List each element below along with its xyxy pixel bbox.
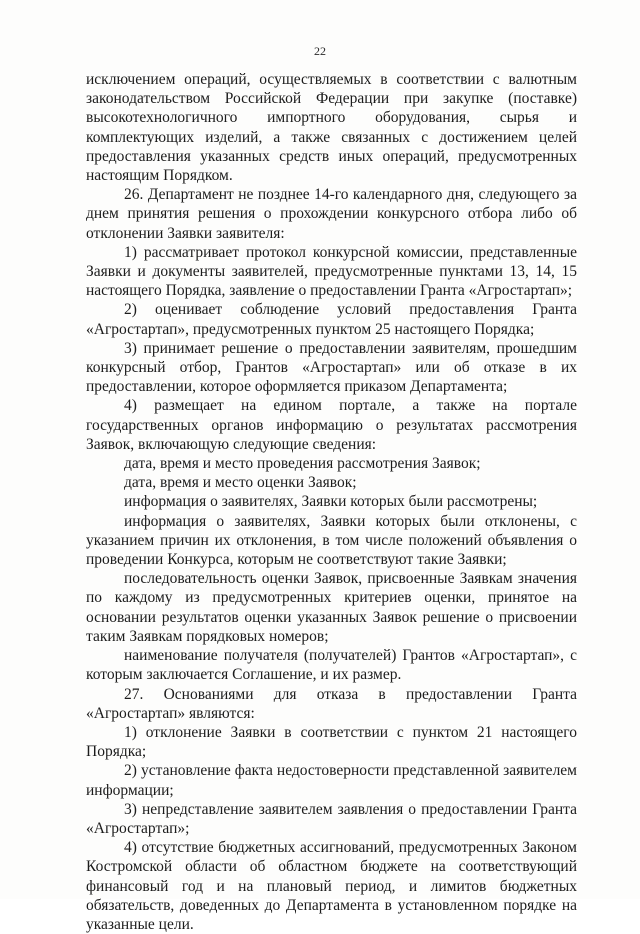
info-item-date-evaluation: дата, время и место оценки Заявок; [124,474,357,492]
document-body [86,70,577,934]
list-item-27-1: 1) отклонение Заявки в соответствии с пунктом 21 настоящего Порядка; [86,723,577,761]
paragraph-clause-27: 27. Основаниями для отказа в предоставлении Гранта «Агростартап» являются: [86,685,577,722]
info-item-applicants-reviewed: информация о заявителях, Заявки которых были рассмотрены; [124,493,538,511]
list-item-26-2: 2) оценивает соблюдение условий предоставления Гранта «Агростартап», предусмотренных пунктом 25 настоящего Порядка; [86,301,577,338]
paragraph-clause-26: 26. Департамент не позднее 14-го календарного дня, следующего за днем принятия решения о прохождении конкурсного отбора либо об отклонении Заявки заявителя: [86,186,577,242]
page-number: 22 [314,44,326,58]
list-item-26-4: 4) размещает на едином портале, а также на портале государственных органов информацию о результатах рассмотрения Заявок, включающую следующие сведения: [86,397,577,453]
paragraph-continuation: исключением операций, осуществляемых в соответствии с валютным законодательством Российской Федерации при закупке (поставке) высокотехнологичного импортного оборудования, сырья и комплектующих изделий, а также связанных с достижением целей предоставления указанных средств иных операций, предусмотренных настоящим Порядком. [86,71,577,185]
list-item-27-4: 4) отсутствие бюджетных ассигнований, предусмотренных Законом Костромской области об областном бюджете на соответствующий финансовый год и на плановый период, и лимитов бюджетных обязательств, доведенных до Департамента в установленном порядке на указанные цели. [86,839,577,933]
list-item-26-1: 1) рассматривает протокол конкурсной комиссии, представленные Заявки и документы заявителей, предусмотренные пунктами 13, 14, 15 настоящего Порядка, заявление о предоставлении Гранта «Агростартап»; [86,243,577,300]
list-item-26-3: 3) принимает решение о предоставлении заявителям, прошедшим конкурсный отбор, Грантов «Агростартап» или об отказе в их предоставлении, которое оформляется приказом Департамента; [86,339,577,396]
info-item-evaluation-sequence: последовательность оценки Заявок, присвоенные Заявкам значения по каждому из предусмотренных критериев оценки, принятое на основании результатов оценки указанных Заявок решение о присвоении таким Заявкам порядковых номеров; [86,570,577,645]
info-item-applicants-rejected: информация о заявителях, Заявки которых были отклонены, с указанием причин их отклонения, в том числе положений объявления о проведении Конкурса, которым не соответствуют такие Заявки; [86,512,577,569]
list-item-27-2: 2) установление факта недостоверности представленной заявителем информации; [86,762,577,799]
info-item-date-review: дата, время и место проведения рассмотрения Заявок; [124,455,481,473]
info-item-grant-recipients: наименование получателя (получателей) Грантов «Агростартап», с которым заключается Соглашение, и их размер. [86,647,577,684]
list-item-27-3: 3) непредставление заявителем заявления о предоставлении Гранта «Агростартап»; [86,800,577,837]
